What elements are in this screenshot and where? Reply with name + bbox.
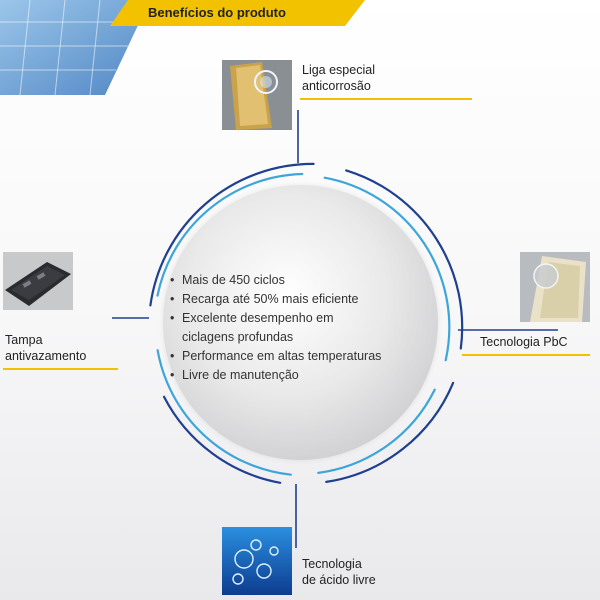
- feature-underline-left: [3, 368, 118, 370]
- pbc-plate-image: [520, 252, 590, 322]
- alloy-grid-image: [222, 60, 292, 130]
- feature-underline-top: [300, 98, 472, 100]
- benefit-item: • Recarga até 50% mais eficiente: [170, 290, 381, 309]
- acid-bubbles-image: [222, 527, 292, 595]
- feature-label-right: Tecnologia PbC: [480, 335, 568, 349]
- header-title: Benefícios do produto: [148, 5, 286, 20]
- feature-underline-right: [462, 354, 590, 356]
- feature-label-bottom: Tecnologia de ácido livre: [302, 557, 376, 587]
- benefit-item: • Excelente desempenho em ciclagens profundas: [170, 309, 381, 347]
- feature-label-top: Liga especial anticorrosão: [302, 63, 375, 93]
- feature-label-left: Tampa antivazamento: [5, 333, 87, 363]
- benefit-item: • Performance em altas temperaturas: [170, 347, 381, 366]
- benefit-item: • Livre de manutenção: [170, 366, 381, 385]
- benefit-item: • Mais de 450 ciclos: [170, 271, 381, 290]
- benefits-list: [170, 271, 381, 385]
- battery-lid-image: [3, 252, 73, 310]
